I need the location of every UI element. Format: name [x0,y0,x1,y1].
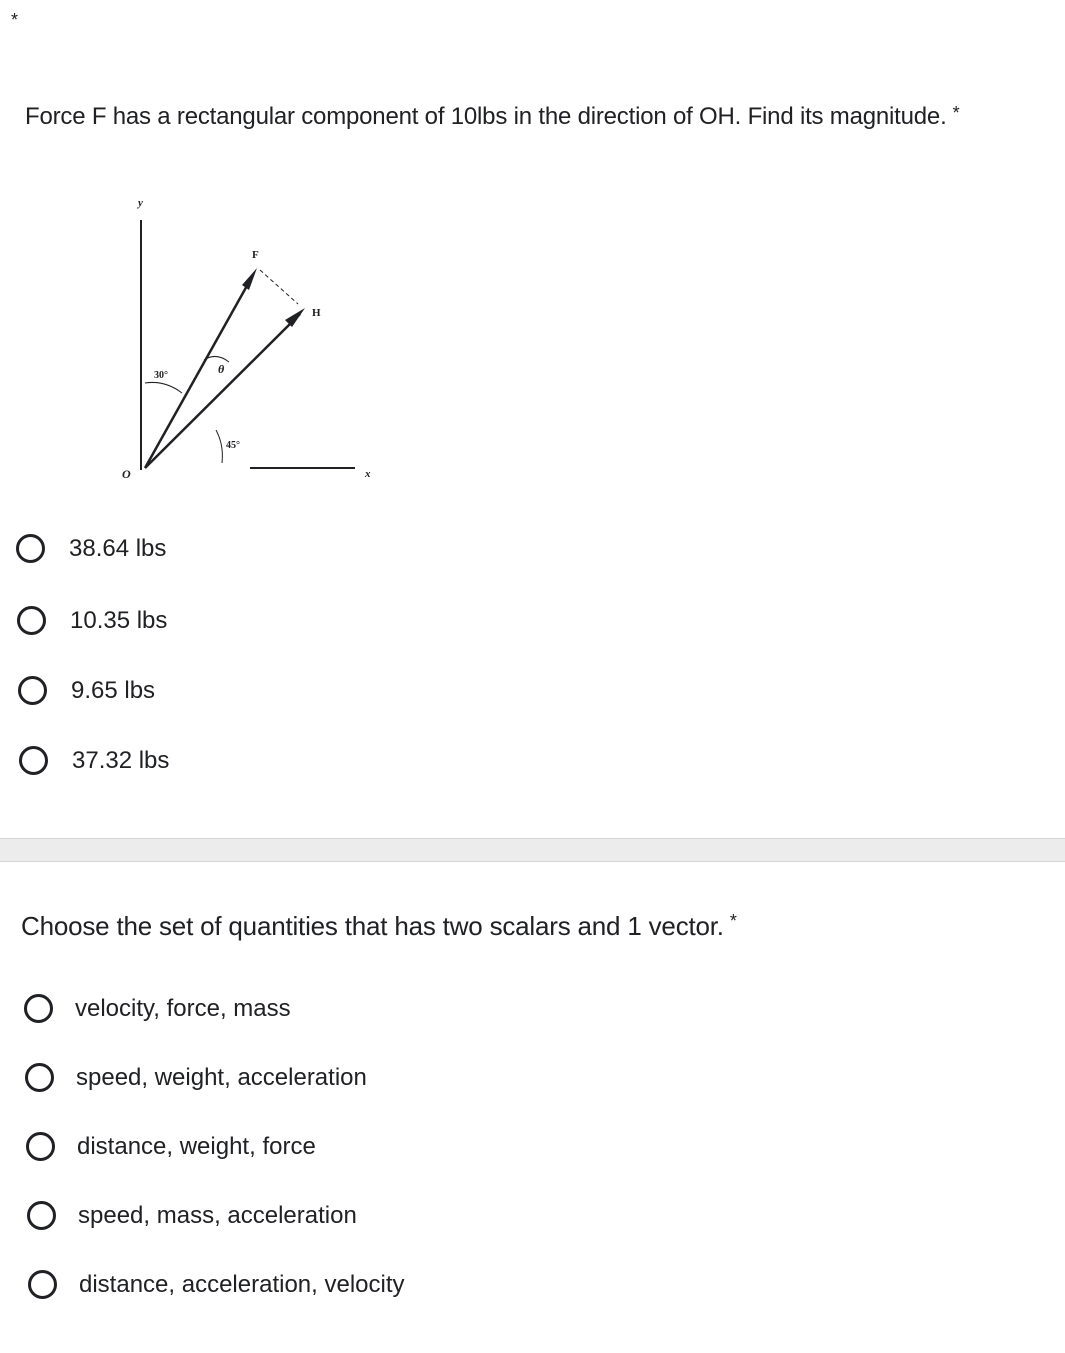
option-label: 10.35 lbs [70,606,168,634]
projection-line [260,270,298,304]
label-45-degrees: 45° [226,440,240,451]
vector-h-arrowhead [285,308,305,327]
option-label: 38.64 lbs [69,534,167,562]
label-h: H [312,307,321,319]
q2-option-1[interactable] [24,994,291,1023]
option-label: distance, weight, force [77,1132,316,1160]
q2-option-4[interactable] [27,1201,357,1230]
option-label: 37.32 lbs [72,746,170,774]
question-2-title [21,911,737,942]
question-2-text: Choose the set of quantities that has two scalars and 1 vector. [21,911,724,941]
q1-option-1[interactable] [16,534,166,563]
label-30-degrees: 30° [154,370,168,381]
label-origin: O [122,467,131,481]
radio-button[interactable] [19,746,48,775]
vector-h [145,314,300,468]
required-mark: * [729,911,737,931]
q1-option-3[interactable] [18,676,155,705]
vector-f-arrowhead [242,268,257,290]
arc-30 [145,382,182,393]
radio-button[interactable] [25,1063,54,1092]
label-x: x [365,468,371,480]
question-1-text: Force F has a rectangular component of 10lbs in the direction of OH. Find its magnitude. [25,103,947,130]
option-label: speed, mass, acceleration [78,1201,357,1229]
q1-option-4[interactable] [19,746,169,775]
radio-button[interactable] [16,534,45,563]
q1-option-2[interactable] [17,606,167,635]
arc-45 [216,430,222,463]
radio-button[interactable] [27,1201,56,1230]
option-label: 9.65 lbs [71,676,156,704]
required-mark: * [952,103,960,123]
force-diagram [100,190,400,490]
label-theta: θ [218,362,225,376]
option-label: velocity, force, mass [75,994,291,1022]
q2-option-2[interactable] [25,1063,367,1092]
top-required-mark: * [11,10,19,30]
radio-button[interactable] [17,606,46,635]
question-1-title [25,103,959,131]
q2-option-3[interactable] [26,1132,316,1161]
label-f: F [252,249,259,261]
option-label: speed, weight, acceleration [76,1063,367,1091]
section-divider [0,838,1065,862]
option-label: distance, acceleration, velocity [79,1270,405,1298]
radio-button[interactable] [24,994,53,1023]
radio-button[interactable] [28,1270,57,1299]
radio-button[interactable] [26,1132,55,1161]
q2-option-5[interactable] [28,1270,405,1299]
label-y: y [138,197,143,209]
radio-button[interactable] [18,676,47,705]
